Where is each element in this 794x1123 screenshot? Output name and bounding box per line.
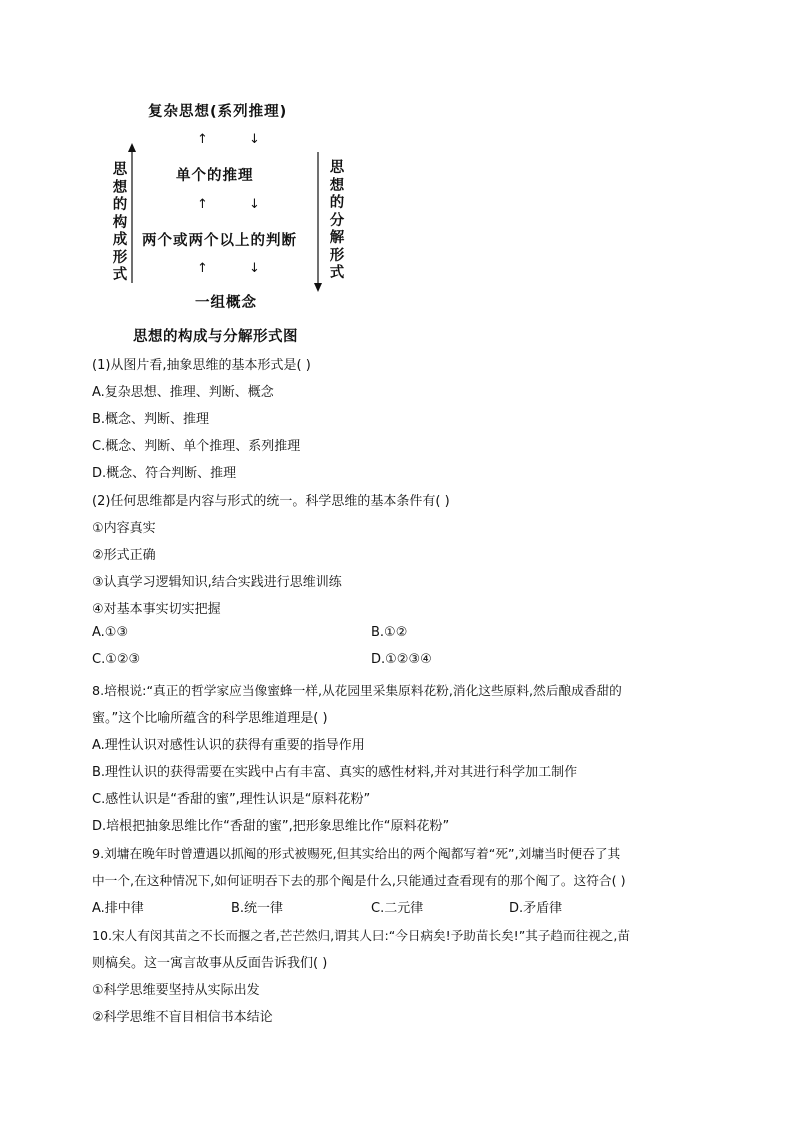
q8-option-b: B.理性认识的获得需要在实践中占有丰富、真实的感性材料,并对其进行科学加工制作 [92,765,578,780]
q2-option-d: D.①②③④ [371,652,432,667]
q8-stem-line2: 蜜。”这个比喻所蕴含的科学思维道理是( ) [92,711,328,726]
down-arrow-icon: ↓ [249,261,260,276]
down-arrow-icon: ↓ [249,197,260,212]
q1-option-a: A.复杂思想、推理、判断、概念 [92,385,274,400]
right-vertical-label: 思想的分解形式 [329,160,345,281]
down-arrow-icon: ↓ [249,132,260,147]
q8-option-c: C.感性认识是“香甜的蜜”,理性认识是“原料花粉” [92,792,371,807]
q1-option-c: C.概念、判断、单个推理、系列推理 [92,439,301,454]
q9-option-d: D.矛盾律 [509,901,563,916]
diagram-level2-node: 单个的推理 [176,168,254,184]
q8-option-d: D.培根把抽象思维比作“香甜的蜜”,把形象思维比作“原料花粉” [92,819,450,834]
q2-item-2: ②形式正确 [92,548,156,563]
diagram-top-node: 复杂思想(系列推理) [148,104,288,120]
q10-item-1: ①科学思维要坚持从实际出发 [92,983,260,998]
q9-option-c: C.二元律 [371,901,424,916]
q2-stem: (2)任何思维都是内容与形式的统一。科学思维的基本条件有( ) [92,494,450,509]
diagram-bottom-node: 一组概念 [195,295,257,311]
q2-option-b: B.①② [371,625,408,640]
diagram-level3-node: 两个或两个以上的判断 [142,233,297,249]
q9-option-a: A.排中律 [92,901,144,916]
q2-option-c: C.①②③ [92,652,141,667]
q10-item-2: ②科学思维不盲目相信书本结论 [92,1010,273,1025]
q8-option-a: A.理性认识对感性认识的获得有重要的指导作用 [92,738,365,753]
q1-option-d: D.概念、符合判断、推理 [92,466,237,481]
q2-option-a: A.①③ [92,625,129,640]
q10-stem-line1: 10.宋人有闵其苗之不长而揠之者,芒芒然归,谓其人曰:“今日病矣!予助苗长矣!”其子趋而往视之,苗 [92,928,630,943]
up-arrow-icon: ↑ [197,197,208,212]
q2-item-1: ①内容真实 [92,521,156,536]
right-down-arrow-icon [312,152,324,292]
q9-option-b: B.统一律 [231,901,284,916]
q9-stem-line1: 9.刘墉在晚年时曾遭遇以抓阄的形式被赐死,但其实给出的两个阄都写着“死”,刘墉当时便吞了其 [92,846,621,861]
q8-stem-line1: 8.培根说:“真正的哲学家应当像蜜蜂一样,从花园里采集原料花粉,消化这些原料,然后酿成香甜的 [92,683,622,698]
q10-stem-line2: 则槁矣。这一寓言故事从反面告诉我们( ) [92,956,328,971]
q2-item-4: ④对基本事实切实把握 [92,602,221,617]
q1-stem: (1)从图片看,抽象思维的基本形式是( ) [92,358,311,373]
up-arrow-icon: ↑ [197,132,208,147]
q2-item-3: ③认真学习逻辑知识,结合实践进行思维训练 [92,575,342,590]
diagram-caption: 思想的构成与分解形式图 [133,329,298,345]
q1-option-b: B.概念、判断、推理 [92,412,210,427]
up-arrow-icon: ↑ [197,261,208,276]
q9-stem-line2: 中一个,在这种情况下,如何证明吞下去的那个阄是什么,只能通过查看现有的那个阄了。这符合( ) [92,873,626,888]
left-vertical-label: 思想的构成形式 [112,162,128,283]
left-up-arrow-icon [126,143,138,285]
